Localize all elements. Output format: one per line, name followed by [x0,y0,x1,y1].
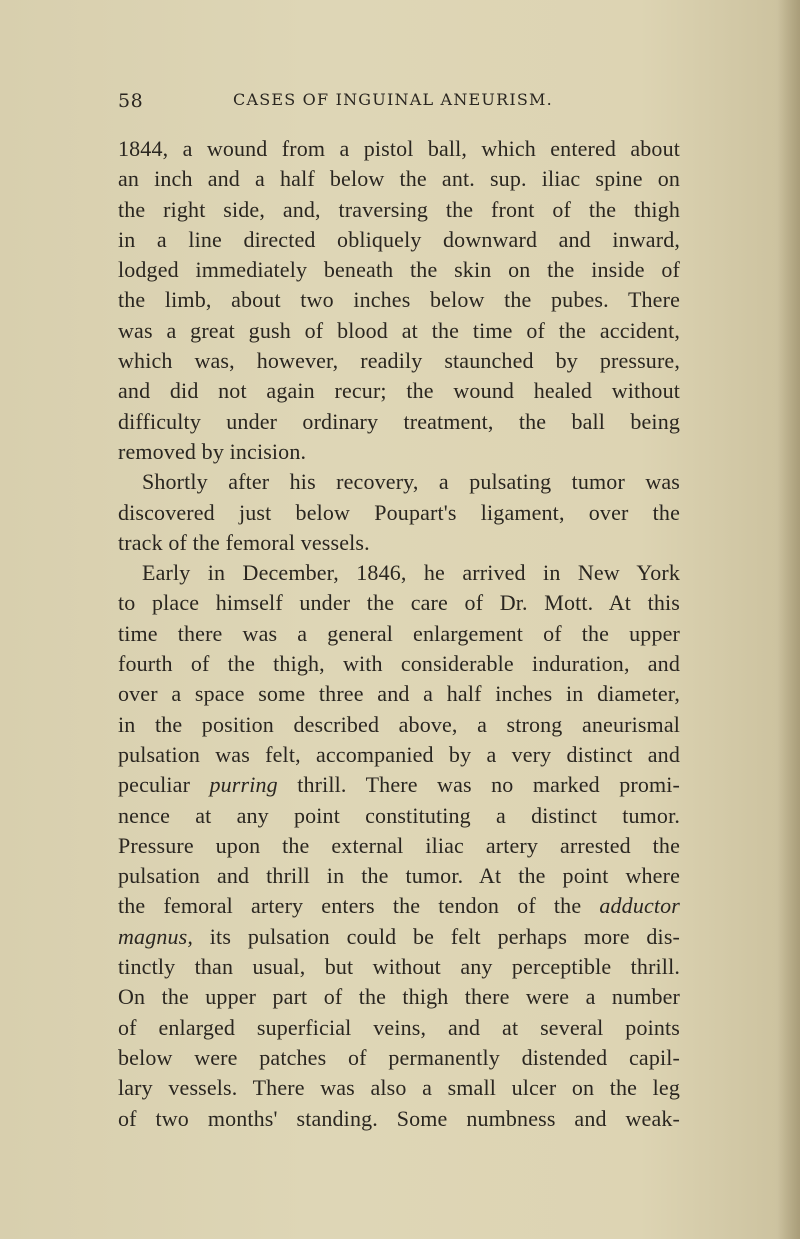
text-line [118,922,680,952]
text-line: an inch and a half below the ant. sup. iliac spine on [118,166,680,192]
text-line: lodged immediately beneath the skin on the inside of [118,257,680,283]
text-line: lary vessels. There was also a small ulcer on the leg [118,1075,680,1101]
text-line: Shortly after his recovery, a pulsating tumor was [142,469,680,495]
body-text [118,134,680,1134]
text-line: time there was a general enlargement of the upper [118,620,680,646]
italic-term: purring [209,772,278,798]
text-segment: peculiar [118,772,191,798]
text-line: On the upper part of the thigh there were a number [118,984,680,1010]
text-line: Early in December, 1846, he arrived in New York [142,560,680,586]
text-line: the limb, about two inches below the pubes. There [118,287,680,313]
text-segment: its pulsation could be felt perhaps more dis- [209,923,681,949]
text-line: 1844, a wound from a pistol ball, which entered about [118,136,680,161]
text-line: pulsation and thrill in the tumor. At the point where [118,863,680,889]
text-line: to place himself under the care of Dr. Mott. At this [118,590,680,616]
text-line: in a line directed obliquely downward and inward, [118,226,680,252]
text-line: nence at any point constituting a distinct tumor. [118,802,680,828]
page-number: 58 [118,90,144,112]
italic-term: adductor [599,893,681,919]
text-line: discovered just below Poupart's ligament, over the [118,499,680,525]
text-segment: the femoral artery enters the tendon of the [118,893,582,919]
text-line: Pressure upon the external iliac artery arrested the [118,832,680,858]
text-line [118,891,680,921]
page-header [118,90,678,114]
text-line: tinctly than usual, but without any perceptible thrill. [118,954,680,980]
text-line: track of the femoral vessels. [118,529,370,555]
text-line: removed by incision. [118,438,307,464]
text-line: fourth of the thigh, with considerable induration, and [118,651,680,677]
text-line: difficulty under ordinary treatment, the ball being [118,408,680,434]
text-line: which was, however, readily staunched by pressure, [118,348,680,374]
italic-term: magnus, [118,923,193,949]
text-line: in the position described above, a strong aneurismal [118,711,680,737]
running-head: CASES OF INGUINAL ANEURISM. [233,90,553,109]
page-edge-shadow [778,0,800,1239]
text-line: of two months' standing. Some numbness and weak- [118,1105,680,1131]
text-line: pulsation was felt, accompanied by a very distinct and [118,741,680,767]
text-line: the right side, and, traversing the front of the thigh [118,196,680,222]
text-line: was a great gush of blood at the time of the accident, [118,317,680,343]
text-line: and did not again recur; the wound healed without [118,378,680,404]
text-line [118,770,680,800]
text-segment: thrill. There was no marked promi- [297,772,680,798]
text-line: of enlarged superficial veins, and at several points [118,1014,680,1040]
text-line: over a space some three and a half inches in diameter, [118,681,680,707]
text-line: below were patches of permanently distended capil- [118,1044,680,1070]
